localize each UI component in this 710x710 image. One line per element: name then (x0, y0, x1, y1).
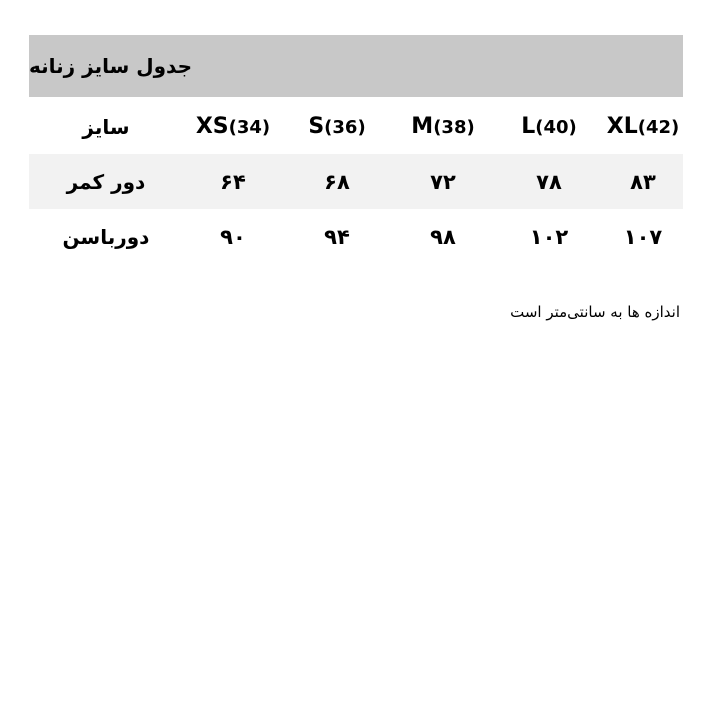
size-xs: XS(34) (195, 114, 271, 139)
table-header-bar (29, 35, 683, 97)
waist-value: ۶۸ (324, 169, 350, 194)
waist-value: ۸۳ (630, 169, 656, 194)
table-row-hip (29, 209, 683, 264)
waist-value: ۶۴ (220, 169, 246, 194)
hip-value: ۱۰۷ (623, 224, 663, 249)
units-note: اندازه ها به سانتی‌متر است (510, 303, 680, 321)
table-row-waist (29, 154, 683, 209)
size-m: M(38) (411, 114, 475, 139)
size-table (29, 99, 683, 264)
table-row-sizes (29, 99, 683, 154)
size-l: L(40) (521, 114, 577, 139)
row-label-size: سایز (82, 114, 130, 139)
hip-value: ۹۴ (324, 224, 350, 249)
size-xl: XL(42) (606, 114, 680, 139)
table-title: جدول سایز زنانه (29, 54, 192, 78)
hip-value: ۱۰۲ (529, 224, 569, 249)
waist-value: ۷۸ (536, 169, 562, 194)
size-s: S(36) (308, 114, 366, 139)
hip-value: ۹۰ (220, 224, 246, 249)
hip-value: ۹۸ (430, 224, 456, 249)
waist-value: ۷۲ (430, 169, 456, 194)
row-label-waist: دور کمر (66, 169, 146, 194)
row-label-hip: دورباسن (62, 224, 150, 249)
